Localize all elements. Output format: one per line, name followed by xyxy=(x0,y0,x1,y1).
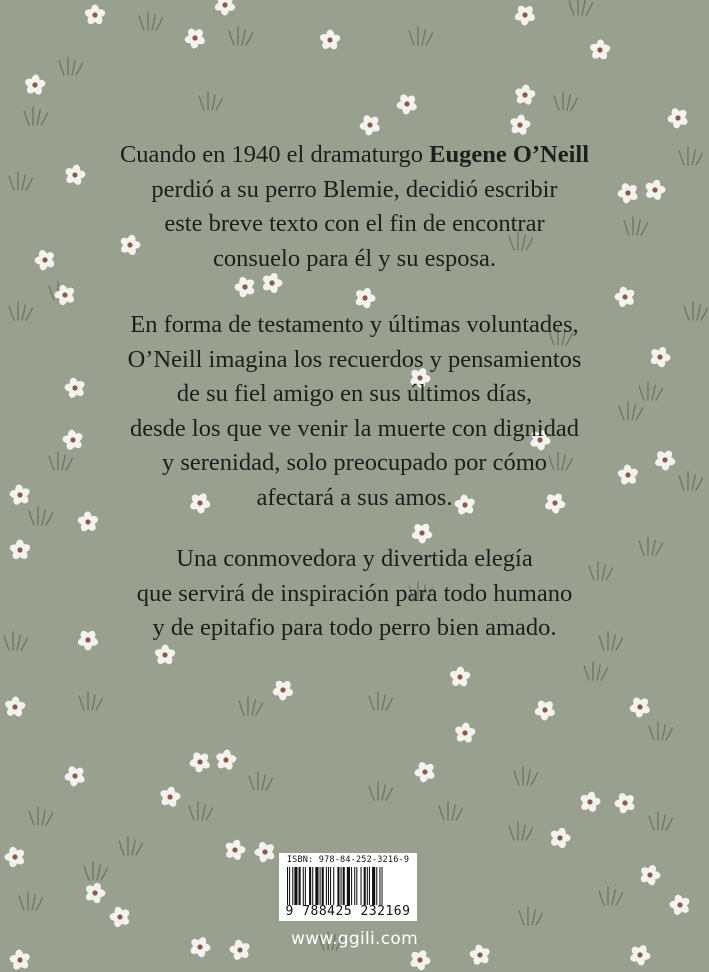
grass-tuft-icon xyxy=(679,147,702,165)
grass-tuft-icon xyxy=(684,302,707,320)
flower-icon xyxy=(250,837,281,868)
flower-icon xyxy=(157,785,183,810)
flower-icon xyxy=(5,945,34,972)
flower-icon xyxy=(230,272,261,303)
barcode-digits: 9 788425 232169 xyxy=(285,904,411,919)
grass-tuft-icon xyxy=(119,837,142,855)
blurb-line: En forma de testamento y últimas voluntades, xyxy=(130,311,579,338)
barcode-bar xyxy=(354,867,355,905)
blurb-paragraph-1 xyxy=(40,138,669,276)
flower-icon xyxy=(5,480,34,510)
blurb-line: y de epitafio para todo perro bien amado. xyxy=(152,614,557,641)
flower-icon xyxy=(665,890,695,920)
flower-icon xyxy=(636,861,665,889)
barcode-bar xyxy=(326,867,327,905)
flower-icon xyxy=(154,644,177,666)
flower-icon xyxy=(84,5,106,26)
barcode-bar xyxy=(315,867,318,905)
blurb-line: consuelo para él y su esposa. xyxy=(212,244,497,272)
barcode-bar xyxy=(299,867,301,905)
blurb-line: de su fiel amigo en sus últimos días, xyxy=(176,380,533,407)
flower-icon xyxy=(81,879,109,906)
blurb-line: y serenidad, solo preocupado por cómo xyxy=(161,449,548,476)
barcode-bar xyxy=(341,867,342,905)
grass-tuft-icon xyxy=(79,692,102,710)
grass-tuft-icon xyxy=(4,632,27,650)
barcode-bar xyxy=(312,867,313,905)
grass-tuft-icon xyxy=(139,12,162,30)
publisher-website: www.ggili.com xyxy=(291,929,418,949)
barcode-bar xyxy=(328,867,329,905)
flower-icon xyxy=(509,0,540,30)
blurb-line: perdió a su perro Blemie, decidió escribir xyxy=(151,175,558,203)
flower-icon xyxy=(105,902,135,933)
barcode-bar xyxy=(287,867,288,905)
flower-icon xyxy=(577,789,604,815)
flower-icon xyxy=(221,837,248,863)
grass-tuft-icon xyxy=(29,807,52,825)
grass-tuft-icon xyxy=(229,27,252,45)
flower-icon xyxy=(267,675,298,706)
barcode-bar xyxy=(330,867,331,905)
grass-tuft-icon xyxy=(369,692,392,710)
grass-tuft-icon xyxy=(519,907,542,925)
flower-icon xyxy=(453,721,478,745)
blurb-line xyxy=(40,138,669,173)
isbn-label: ISBN: 978-84-252-3216-9 xyxy=(286,855,410,865)
grass-tuft-icon xyxy=(514,767,537,785)
barcode-bar xyxy=(305,867,306,905)
grass-tuft-icon xyxy=(59,57,82,75)
flower-icon xyxy=(512,83,537,107)
grass-tuft-icon xyxy=(249,772,272,790)
flower-icon xyxy=(662,103,693,134)
grass-tuft-icon xyxy=(189,802,212,820)
grass-tuft-icon xyxy=(569,0,592,15)
barcode-bar xyxy=(369,867,370,905)
flower-icon xyxy=(3,696,27,719)
flower-icon xyxy=(507,113,533,138)
barcode-bar xyxy=(367,867,368,905)
barcode-bar xyxy=(379,867,380,905)
flower-icon xyxy=(354,110,385,141)
blurb-line: afectará a sus amos. xyxy=(256,483,453,511)
blurb-line: Una conmovedora y divertida elegía xyxy=(176,545,533,572)
barcode-bar xyxy=(337,867,339,905)
grass-tuft-icon xyxy=(9,172,32,190)
flower-icon xyxy=(179,23,210,54)
flower-icon xyxy=(6,536,33,564)
flower-icon xyxy=(50,280,80,311)
flower-icon xyxy=(624,692,655,723)
barcode-bar xyxy=(343,867,345,905)
flower-icon xyxy=(405,946,434,972)
flower-icon xyxy=(609,788,640,819)
isbn-barcode xyxy=(279,853,417,921)
grass-tuft-icon xyxy=(439,802,462,820)
flower-icon xyxy=(391,89,422,120)
barcode-bar xyxy=(356,867,357,905)
barcode-bar xyxy=(372,867,375,905)
flower-icon xyxy=(546,825,574,852)
grass-tuft-icon xyxy=(409,27,432,45)
flower-icon xyxy=(318,29,341,51)
flower-icon xyxy=(588,39,612,62)
grass-tuft-icon xyxy=(239,697,262,715)
barcode-bar xyxy=(322,867,324,905)
barcode-bar xyxy=(303,867,304,905)
barcode-bar xyxy=(361,867,362,905)
grass-tuft-icon xyxy=(84,862,107,880)
blurb-line: O’Neill imagina los recuerdos y pensamientos xyxy=(127,345,582,373)
grass-tuft-icon xyxy=(554,92,577,110)
grass-tuft-icon xyxy=(649,722,672,740)
flower-icon xyxy=(409,757,440,788)
barcode-bar xyxy=(292,867,293,905)
blurb-line: que servirá de inspiración para todo humano xyxy=(136,579,573,607)
barcode-bar xyxy=(309,867,311,905)
barcode-bar xyxy=(376,867,377,905)
grass-tuft-icon xyxy=(509,822,532,840)
blurb-line: este breve texto con el fin de encontrar xyxy=(164,210,545,237)
flower-icon xyxy=(448,666,472,688)
blurb-paragraph-3 xyxy=(40,542,669,646)
flower-icon xyxy=(210,0,241,20)
grass-tuft-icon xyxy=(599,887,622,905)
grass-tuft-icon xyxy=(649,812,672,830)
grass-tuft-icon xyxy=(9,302,32,320)
barcode-bar xyxy=(320,867,321,905)
flower-icon xyxy=(0,842,30,873)
grass-tuft-icon xyxy=(369,782,392,800)
blurb-line-text: Cuando en 1940 el dramaturgo xyxy=(119,141,430,168)
grass-tuft-icon xyxy=(679,472,702,490)
barcode-bar xyxy=(289,867,290,905)
barcode-bar xyxy=(294,867,297,905)
grass-tuft-icon xyxy=(24,107,47,125)
author-name: Eugene O’Neill xyxy=(429,141,590,168)
grass-tuft-icon xyxy=(584,662,607,680)
blurb-line: desde los que ve venir la muerte con dignidad xyxy=(129,414,580,442)
flower-icon xyxy=(529,695,560,726)
grass-tuft-icon xyxy=(199,92,222,110)
barcode-bar xyxy=(347,867,350,905)
barcode-bar xyxy=(364,867,366,905)
flower-icon xyxy=(23,73,48,97)
flower-icon xyxy=(213,748,239,773)
flower-icon xyxy=(59,761,90,792)
blurb-paragraph-2 xyxy=(40,308,669,515)
barcode-bar xyxy=(351,867,352,905)
flower-icon xyxy=(184,747,215,778)
grass-tuft-icon xyxy=(19,892,42,910)
barcode-bar xyxy=(382,867,383,905)
barcode-bar xyxy=(333,867,334,905)
barcode-bars xyxy=(285,867,411,905)
